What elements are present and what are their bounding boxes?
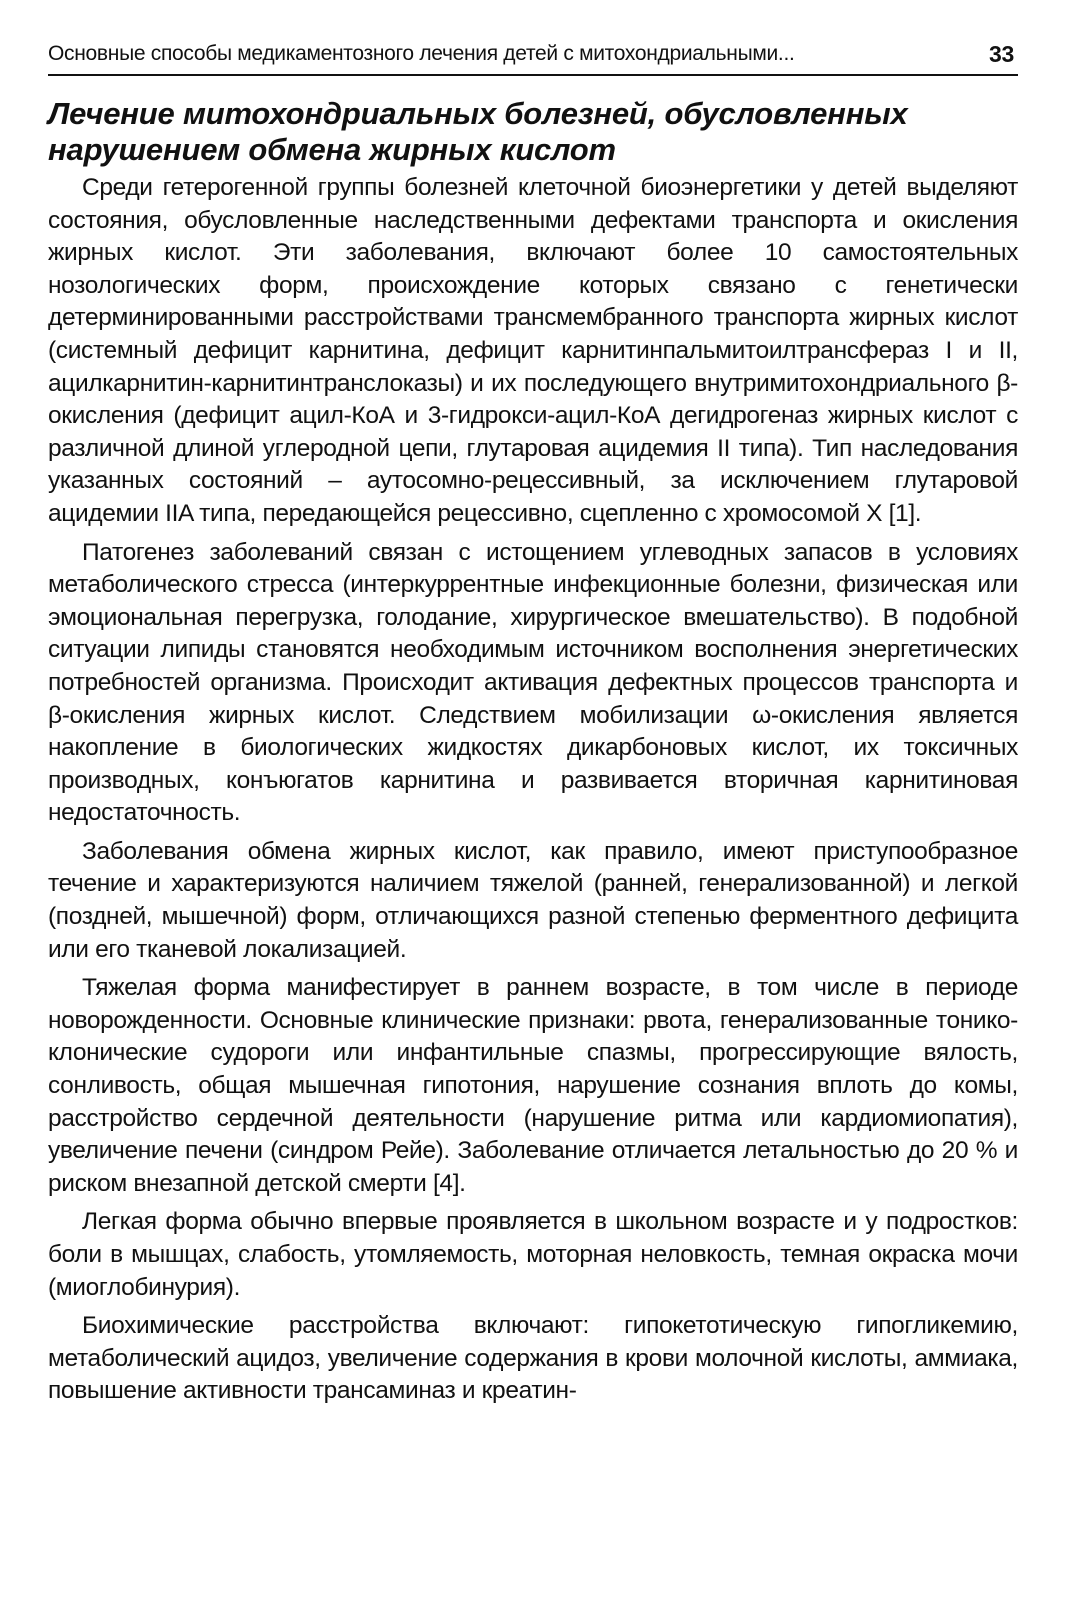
paragraph-4: Тяжелая форма манифестирует в раннем возрасте, в том числе в периоде новорожденности. Основные клинические признаки: рвота, генерализованные тонико-клонические судороги или инфантильные спазмы, прогрессирующие вялость, сонливость, общая мышечная гипотония, нарушение сознания вплоть до комы, расстройство сердечной деятельности (нарушение ритма или кардиомиопатия), увеличение печени (синдром Рейе). Заболевание отличается летальностью до 20 % и риском внезапной детской смерти [4]. bbox=[48, 974, 1018, 1197]
running-title: Основные способы медикаментозного лечения детей с митохондриальными... bbox=[48, 42, 795, 65]
paragraph-1: Среди гетерогенной группы болезней клеточной биоэнергетики у детей выделяют состояния, обусловленные наследственными дефектами транспорта и окисления жирных кислот. Эти заболевания, включают более 10 самостоятельных нозологических форм, происхождение которых связано с генетически детерминированными расстройствами трансмембранного транспорта жирных кислот (системный дефицит карнитина, дефицит карнитинпальмитоилтрансфераз I и II, ацилкарнитин-карнитинтранслоказы) и их последующего внутримитохондриального β-окисления (дефицит ацил-КоА и 3-гидрокси-ацил-КоА дегидрогеназ жирных кислот с различной длиной углеродной цепи, глутаровая ацидемия II типа). Тип наследования указанных состояний – аутосомно-рецессивный, за исключением глутаровой ацидемии IIA типа, передающейся рецессивно, сцепленно с хромосомой X [1]. bbox=[48, 174, 1018, 527]
book-page bbox=[48, 40, 1018, 1580]
paragraph-5: Легкая форма обычно впервые проявляется в школьном возрасте и у подростков: боли в мышцах, слабость, утомляемость, моторная неловкость, темная окраска мочи (миоглобинурия). bbox=[48, 1208, 1018, 1301]
section-title: Лечение митохондриальных болезней, обусловленных нарушением обмена жирных кислот bbox=[48, 96, 908, 167]
running-header bbox=[48, 40, 1018, 76]
page-number: 33 bbox=[989, 41, 1014, 67]
paragraph-3: Заболевания обмена жирных кислот, как правило, имеют приступообразное течение и характеризуются наличием тяжелой (ранней, генерализованной) и легкой (поздней, мышечной) форм, отличающихся разной степенью ферментного дефицита или его тканевой локализацией. bbox=[48, 837, 1018, 963]
paragraph-2: Патогенез заболеваний связан с истощением углеводных запасов в условиях метаболического стресса (интеркуррентные инфекционные болезни, физическая или эмоциональная перегрузка, голодание, хирургическое вмешательство). В подобной ситуации липиды становятся необходимым источником восполнения энергетических потребностей организма. Происходит активация дефектных процессов транспорта и β-окисления жирных кислот. Следствием мобилизации ω-окисления является накопление в биологических жидкостях дикарбоновых кислот, их токсичных производных, конъюгатов карнитина и развивается вторичная карнитиновая недостаточность. bbox=[48, 538, 1018, 827]
paragraph-6: Биохимические расстройства включают: гипокетотическую гипогликемию, метаболический ацидоз, увеличение содержания в крови молочной кислоты, аммиака, повышение активности трансаминаз и креатин- bbox=[48, 1312, 1018, 1405]
